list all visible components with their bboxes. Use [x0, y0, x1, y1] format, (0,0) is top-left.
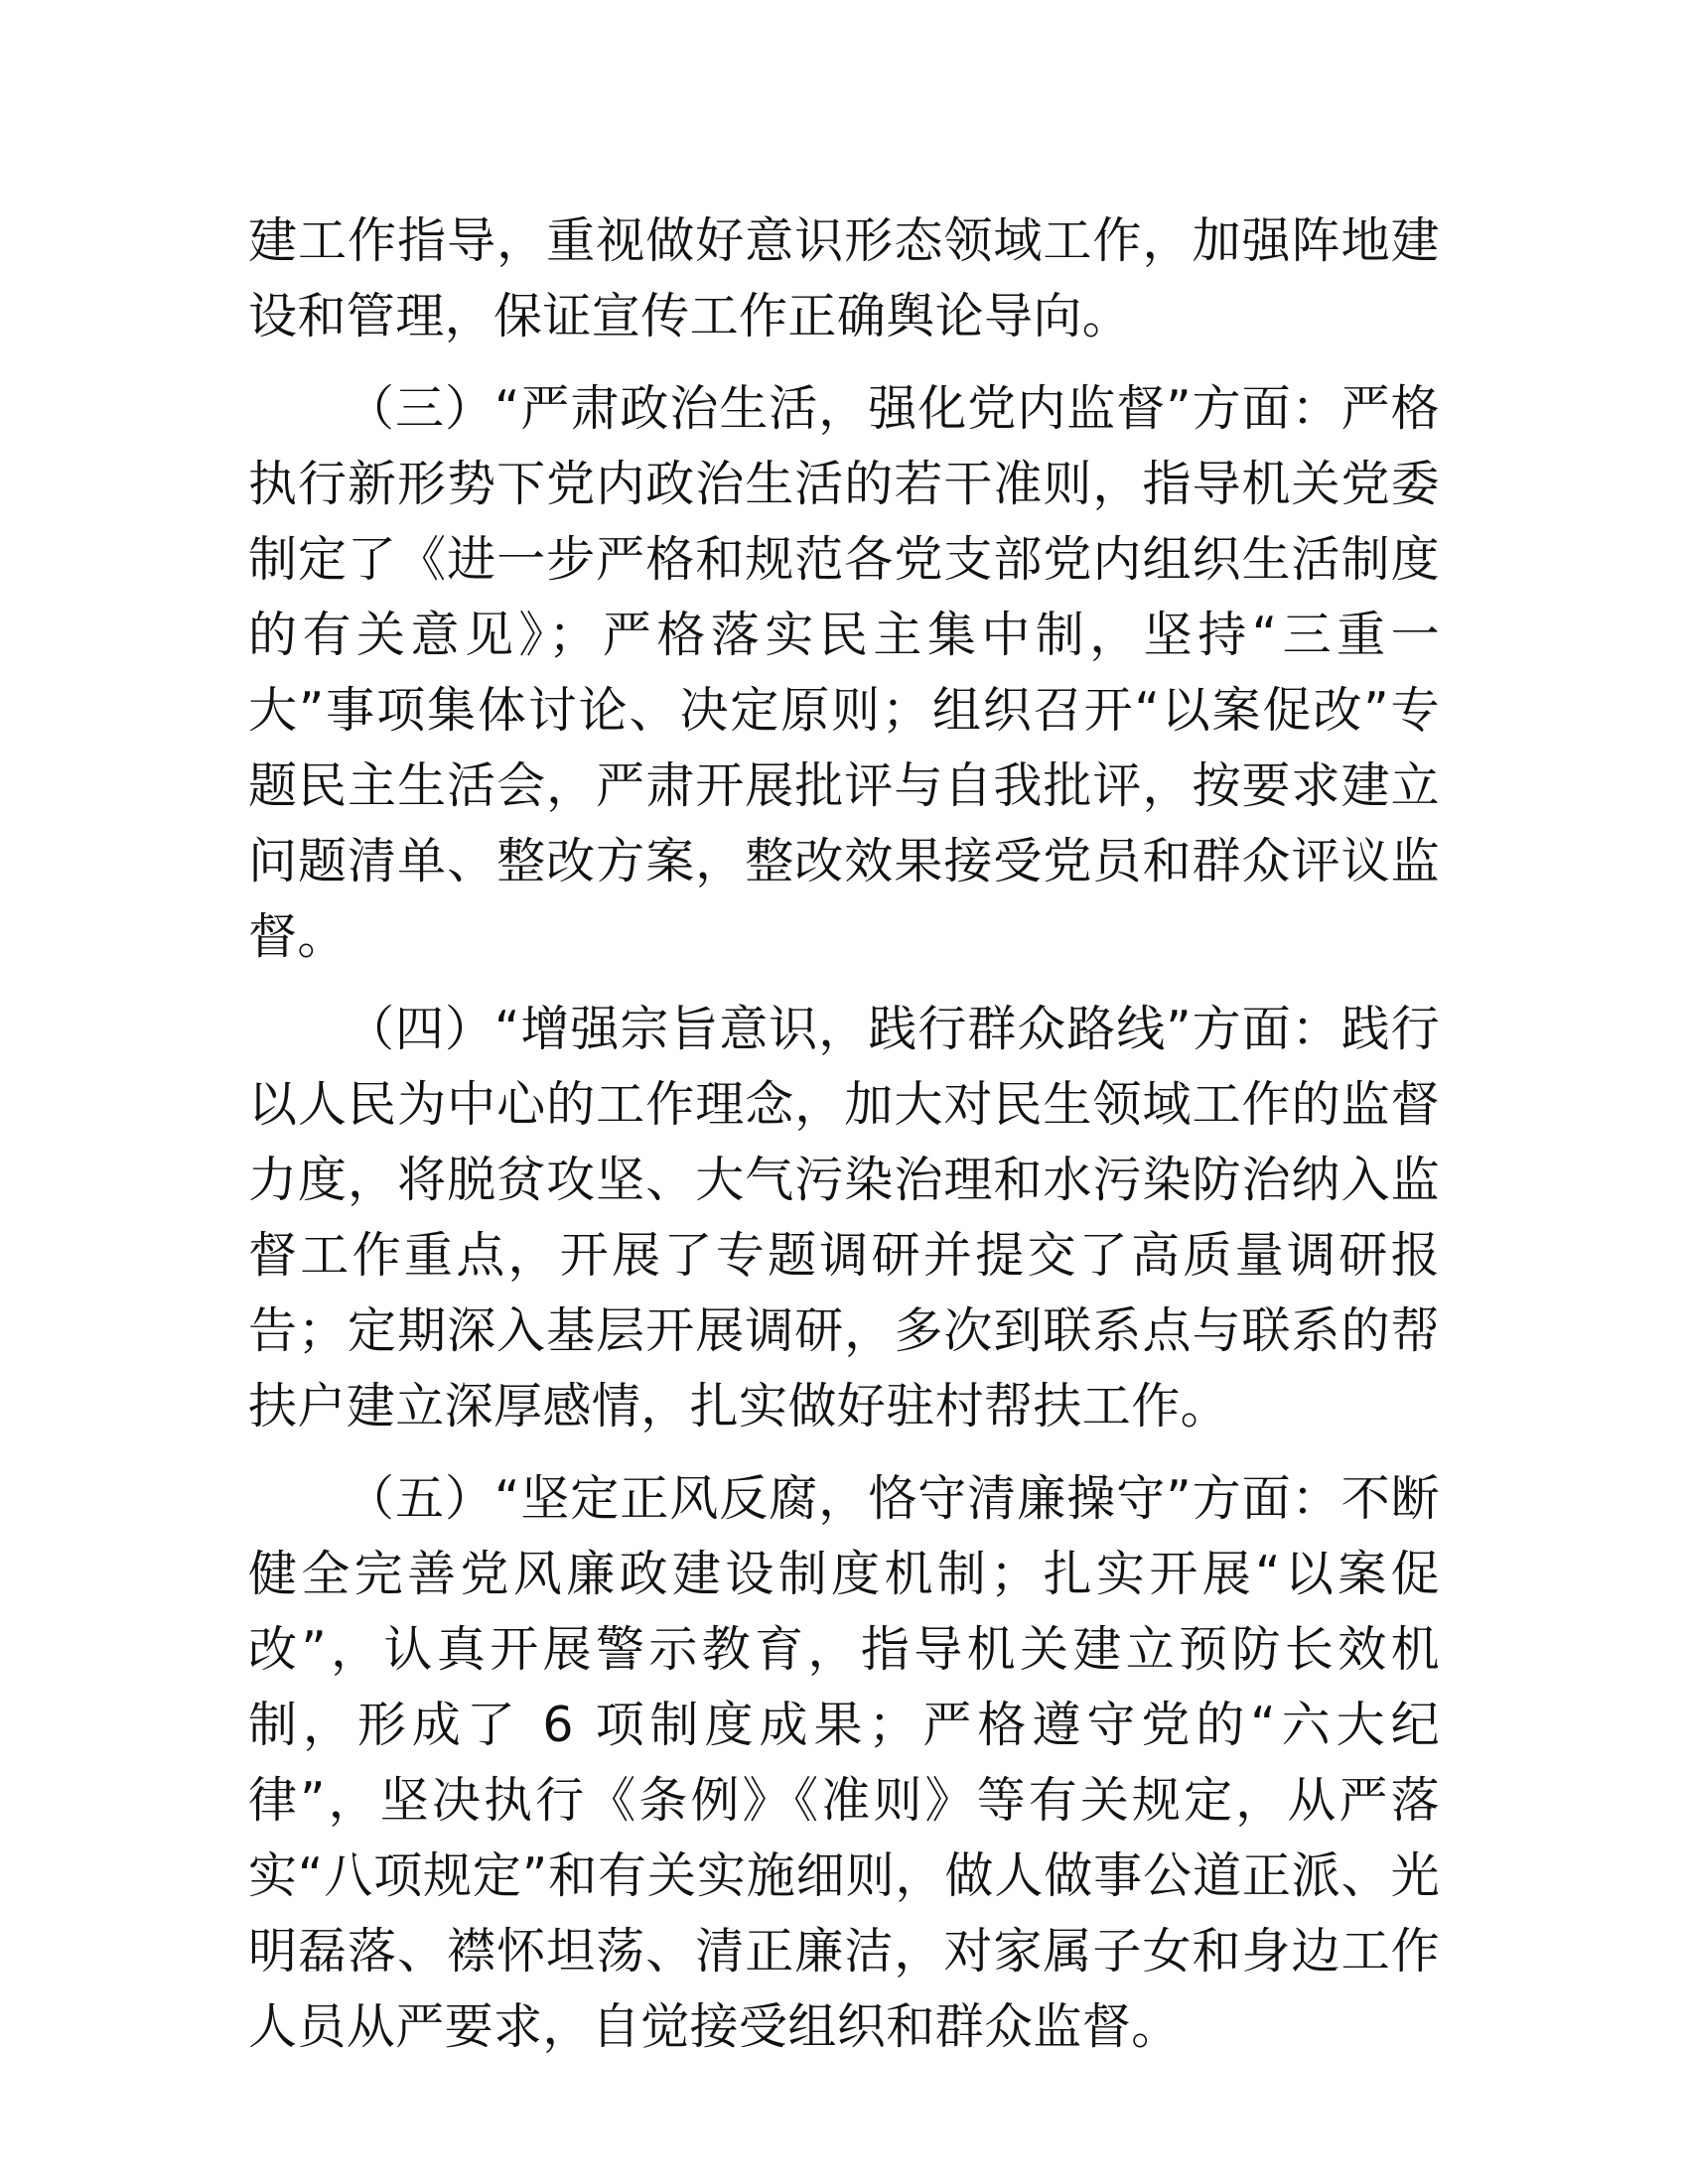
paragraph-section-4: （四）“增强宗旨意识，践行群众路线”方面：践行以人民为中心的工作理念，加大对民生领域工作的监督力度，将脱贫攻坚、大气污染治理和水污染防治纳入监督工作重点，开展了专题调研并提交了高质量调研报告；定期深入基层开展调研，多次到联系点与联系的帮扶户建立深厚感情，扎实做好驻村帮扶工作。	[248, 1001, 1440, 1434]
document-body	[248, 204, 1440, 2082]
paragraph-continuation: 建工作指导，重视做好意识形态领域工作，加强阵地建设和管理，保证宣传工作正确舆论导向。	[248, 212, 1440, 344]
paragraph-section-3: （三）“严肃政治生活，强化党内监督”方面：严格执行新形势下党内政治生活的若干准则，指导机关党委制定了《进一步严格和规范各党支部党内组织生活制度的有关意见》；严格落实民主集中制，坚持“三重一大”事项集体讨论、决定原则；组织召开“以案促改”专题民主生活会，严肃开展批评与自我批评，按要求建立问题清单、整改方案，整改效果接受党员和群众评议监督。	[248, 380, 1440, 965]
paragraph-section-5: （五）“坚定正风反腐，恪守清廉操守”方面：不断健全完善党风廉政建设制度机制；扎实开展“以案促改”，认真开展警示教育，指导机关建立预防长效机制，形成了 6 项制度成果；严格遵守党的“六大纪律”，坚决执行《条例》《准则》等有关规定，从严落实“八项规定”和有关实施细则，做人做事公道正派、光明磊落、襟怀坦荡、清正廉洁，对家属子女和身边工作人员从严要求，自觉接受组织和群众监督。	[248, 1470, 1440, 2055]
